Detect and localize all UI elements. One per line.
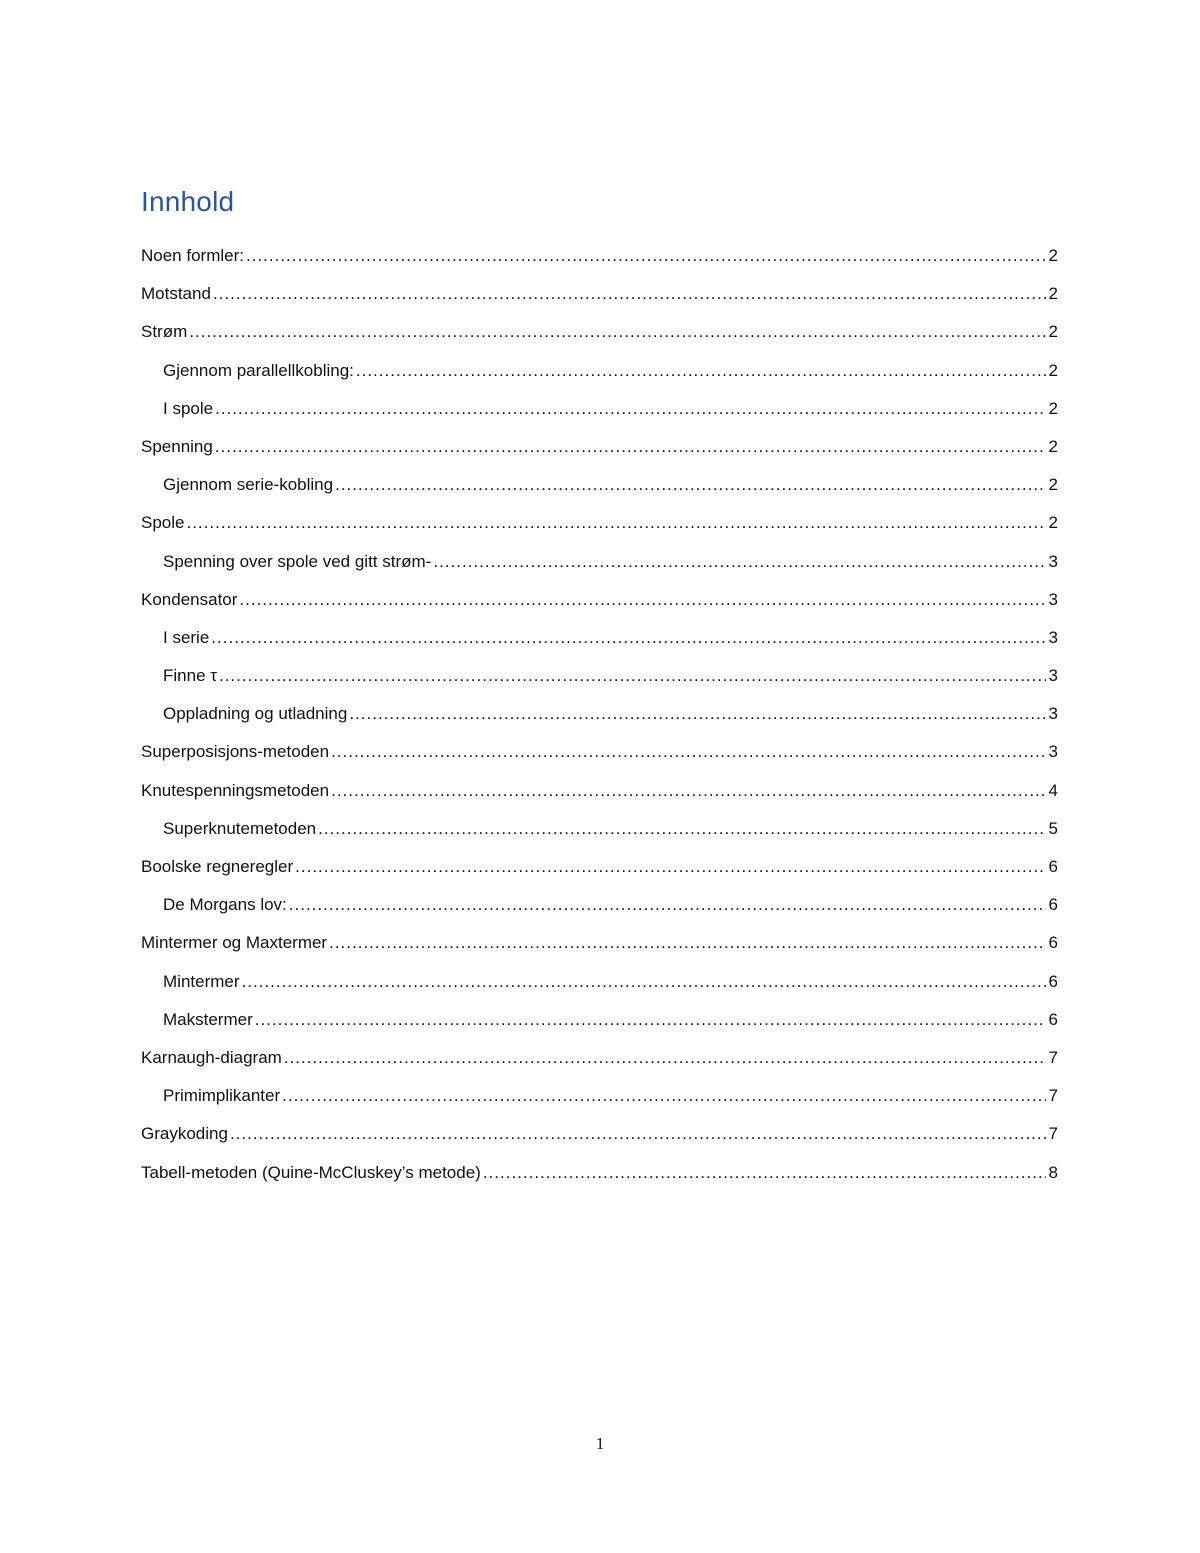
toc-entry[interactable] (141, 963, 1058, 1001)
toc-dot-leader (255, 1001, 1046, 1039)
toc-entry-page[interactable]: 6 (1048, 971, 1058, 991)
toc-entry-title[interactable]: Finne τ (163, 666, 217, 686)
toc-entry[interactable] (141, 924, 1058, 962)
toc-dot-leader (349, 695, 1046, 733)
toc-entry-page[interactable]: 2 (1048, 513, 1058, 533)
toc-entry-page[interactable]: 2 (1048, 398, 1058, 418)
toc-entry-page[interactable]: 3 (1048, 704, 1058, 724)
toc-dot-leader (318, 810, 1046, 848)
toc-entry-page[interactable]: 6 (1048, 895, 1058, 915)
toc-entry-title[interactable]: Superknutemetoden (163, 818, 317, 838)
toc-entry[interactable] (141, 390, 1058, 428)
toc-dot-leader (215, 390, 1046, 428)
toc-dot-leader (242, 963, 1046, 1001)
toc-entry[interactable] (141, 504, 1058, 542)
toc-entry[interactable] (141, 1154, 1058, 1192)
toc-entry-page[interactable]: 3 (1048, 742, 1058, 762)
toc-entry-title[interactable]: Gjennom parallellkobling: (163, 360, 354, 380)
toc-entry-title[interactable]: I serie (163, 627, 210, 647)
toc-entry[interactable] (141, 848, 1058, 886)
toc-entry-page[interactable]: 4 (1048, 780, 1058, 800)
toc-entry-page[interactable]: 3 (1048, 666, 1058, 686)
toc-entry[interactable] (141, 352, 1058, 390)
toc-entry-title[interactable]: Boolske regneregler (141, 857, 294, 876)
toc-entry-title[interactable]: Noen formler: (141, 246, 244, 265)
toc-heading: Innhold (141, 186, 235, 217)
toc-entry-page[interactable]: 2 (1048, 475, 1058, 495)
toc-dot-leader (230, 1115, 1046, 1153)
toc-entry-title[interactable]: Tabell-metoden (Quine-McCluskey’s metode) (141, 1162, 481, 1182)
toc-entry-page[interactable]: 2 (1048, 436, 1058, 456)
toc-entry[interactable] (141, 657, 1058, 695)
toc-entry-page[interactable]: 2 (1048, 284, 1058, 304)
toc-dot-leader (189, 313, 1046, 351)
toc-dot-leader (335, 466, 1046, 504)
toc-entry[interactable] (141, 886, 1058, 924)
toc-entry-page[interactable]: 2 (1048, 246, 1058, 265)
table-of-contents (141, 237, 1058, 1192)
toc-entry-title[interactable]: Spole (141, 513, 185, 533)
toc-entry-page[interactable]: 7 (1048, 1047, 1058, 1067)
toc-entry-page[interactable]: 7 (1048, 1086, 1058, 1106)
toc-entry[interactable] (141, 1039, 1058, 1077)
toc-entry[interactable] (141, 581, 1058, 619)
toc-entry-title[interactable]: Spenning (141, 436, 213, 456)
toc-entry-page[interactable]: 3 (1048, 551, 1058, 571)
toc-entry-title[interactable]: Mintermer (163, 971, 240, 991)
toc-dot-leader (433, 543, 1046, 581)
toc-dot-leader (331, 733, 1046, 771)
toc-entry[interactable] (141, 695, 1058, 733)
toc-entry-page[interactable]: 6 (1048, 1009, 1058, 1029)
toc-entry[interactable] (141, 619, 1058, 657)
toc-dot-leader (289, 886, 1046, 924)
toc-entry[interactable] (141, 313, 1058, 351)
toc-entry-title[interactable]: Kondensator (141, 589, 238, 609)
toc-entry-page[interactable]: 3 (1048, 589, 1058, 609)
toc-entry-page[interactable]: 2 (1048, 360, 1058, 380)
toc-dot-leader (356, 352, 1046, 390)
toc-entry-page[interactable]: 3 (1048, 627, 1058, 647)
toc-dot-leader (284, 1039, 1046, 1077)
toc-entry-page[interactable]: 7 (1048, 1124, 1058, 1144)
toc-entry-title[interactable]: Karnaugh-diagram (141, 1047, 282, 1067)
toc-entry-page[interactable]: 6 (1048, 857, 1058, 876)
toc-entry[interactable] (141, 1001, 1058, 1039)
toc-entry[interactable] (141, 428, 1058, 466)
toc-dot-leader (186, 504, 1046, 542)
toc-dot-leader (483, 1154, 1046, 1192)
toc-dot-leader (246, 237, 1046, 275)
toc-dot-leader (295, 848, 1046, 886)
toc-entry[interactable] (141, 772, 1058, 810)
toc-dot-leader (331, 772, 1046, 810)
toc-entry-title[interactable]: Graykoding (141, 1124, 228, 1144)
toc-entry[interactable] (141, 466, 1058, 504)
toc-dot-leader (215, 428, 1046, 466)
toc-entry-title[interactable]: Knutespenningsmetoden (141, 780, 330, 800)
toc-entry-title[interactable]: Strøm (141, 322, 188, 342)
toc-entry-page[interactable]: 8 (1048, 1162, 1058, 1182)
toc-entry[interactable] (141, 810, 1058, 848)
toc-entry[interactable] (141, 543, 1058, 581)
toc-dot-leader (211, 619, 1046, 657)
toc-dot-leader (239, 581, 1046, 619)
toc-entry[interactable] (141, 733, 1058, 771)
toc-entry[interactable] (141, 1115, 1058, 1153)
toc-entry-title[interactable]: De Morgans lov: (163, 895, 287, 915)
toc-entry-title[interactable]: Mintermer og Maxtermer (141, 933, 328, 953)
toc-dot-leader (282, 1077, 1046, 1115)
toc-entry[interactable] (141, 1077, 1058, 1115)
toc-entry-title[interactable]: Motstand (141, 284, 211, 304)
toc-entry[interactable] (141, 275, 1058, 313)
toc-entry-title[interactable]: Superposisjons-metoden (141, 742, 330, 762)
toc-entry-title[interactable]: Spenning over spole ved gitt strøm- (163, 551, 432, 571)
toc-entry-page[interactable]: 5 (1048, 818, 1058, 838)
toc-dot-leader (213, 275, 1046, 313)
toc-entry-title[interactable]: Gjennom serie-kobling (163, 475, 334, 495)
toc-entry-title[interactable]: Makstermer (163, 1009, 253, 1029)
toc-entry-page[interactable]: 2 (1048, 322, 1058, 342)
toc-entry-title[interactable]: Primimplikanter (163, 1086, 281, 1106)
toc-entry-title[interactable]: Oppladning og utladning (163, 704, 348, 724)
page-number: 1 (595, 1434, 605, 1453)
toc-entry-page[interactable]: 6 (1048, 933, 1058, 953)
toc-dot-leader (219, 657, 1046, 695)
toc-entry-title[interactable]: I spole (163, 398, 214, 418)
toc-dot-leader (329, 924, 1046, 962)
toc-entry[interactable] (141, 237, 1058, 275)
